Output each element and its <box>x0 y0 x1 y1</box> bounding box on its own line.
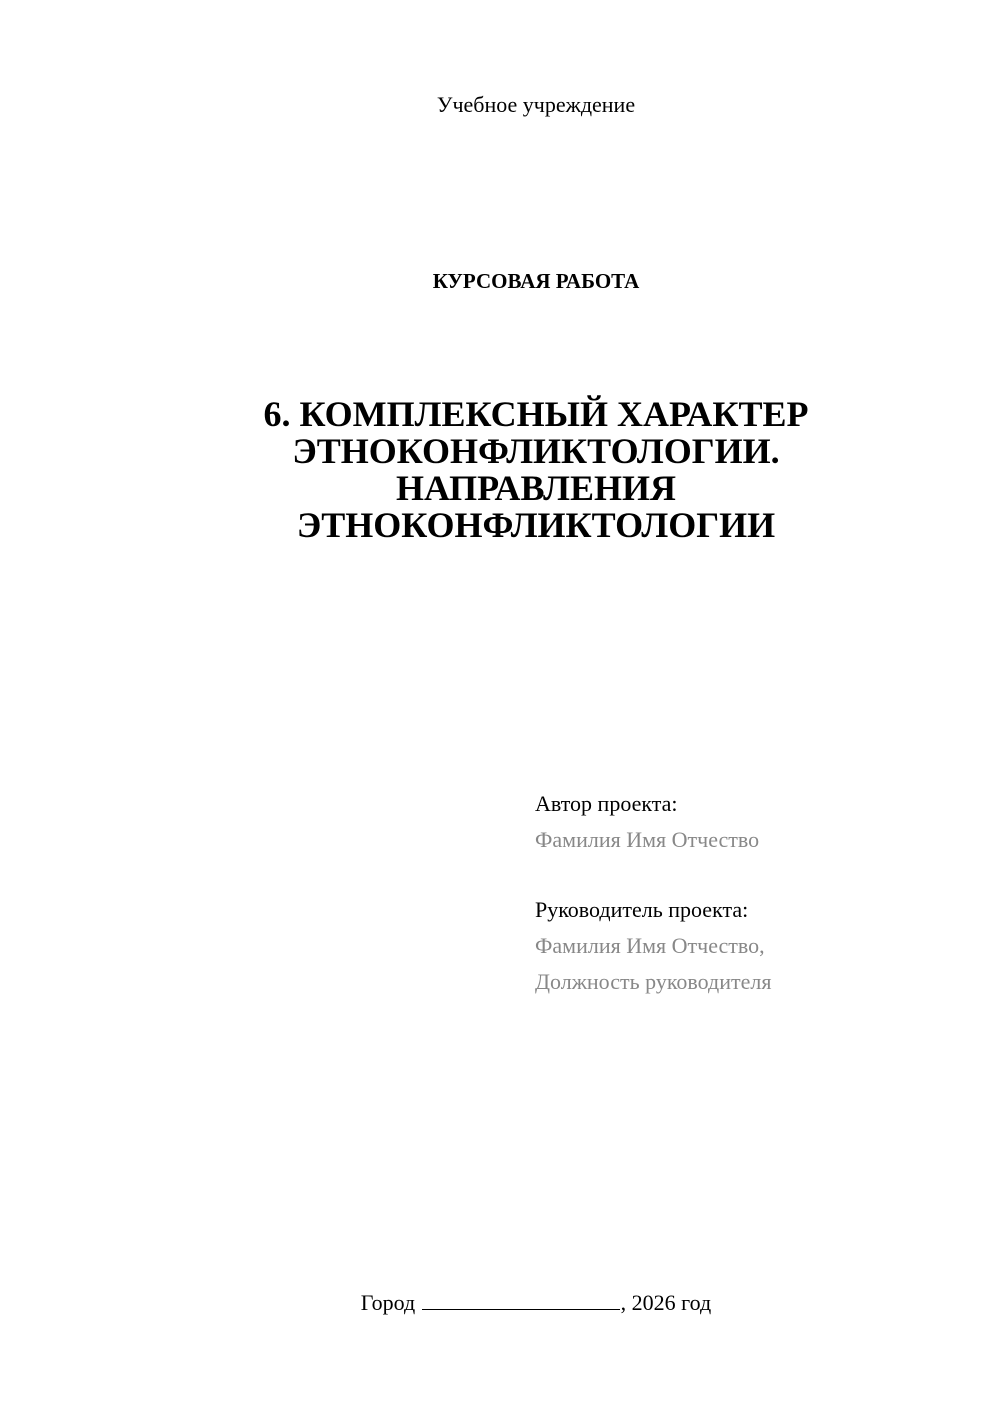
title-line: ЭТНОКОНФЛИКТОЛОГИИ <box>296 505 776 545</box>
author-block <box>535 786 759 858</box>
document-title <box>200 396 872 544</box>
author-label: Автор проекта: <box>535 791 678 816</box>
year-text: , 2026 год <box>620 1290 712 1315</box>
supervisor-name: Фамилия Имя Отчество, <box>535 933 765 958</box>
supervisor-position: Должность руководителя <box>535 969 772 994</box>
institution-name: Учебное учреждение <box>436 92 636 117</box>
footer-city-year <box>0 1290 1000 1316</box>
city-blank-line <box>422 1291 620 1310</box>
title-line: НАПРАВЛЕНИЯ <box>396 468 676 508</box>
city-label: Город <box>360 1290 416 1315</box>
supervisor-block <box>535 892 771 1000</box>
document-type: КУРСОВАЯ РАБОТА <box>432 269 640 293</box>
supervisor-label: Руководитель проекта: <box>535 897 749 922</box>
title-line: 6. КОМПЛЕКСНЫЙ ХАРАКТЕР <box>263 394 809 434</box>
title-line: ЭТНОКОНФЛИКТОЛОГИИ. <box>292 431 780 471</box>
author-name: Фамилия Имя Отчество <box>535 827 760 852</box>
